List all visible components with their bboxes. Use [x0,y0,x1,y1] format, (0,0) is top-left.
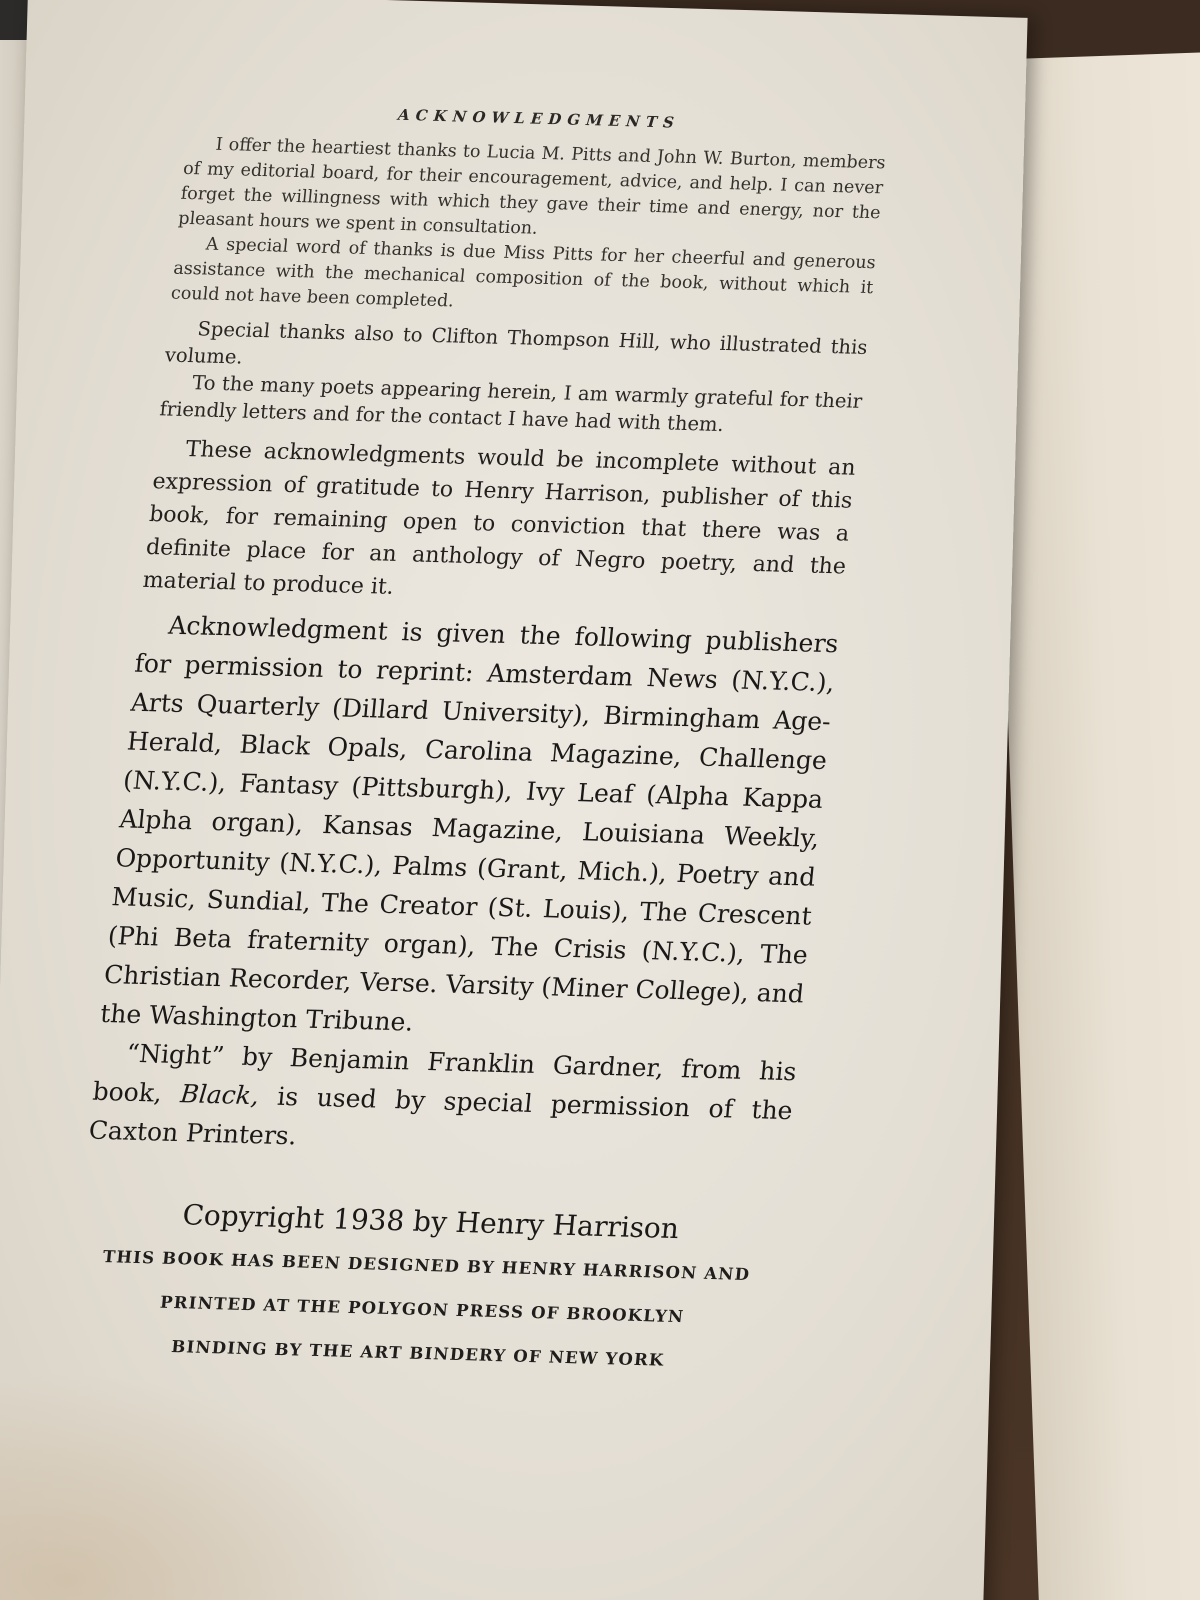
page-text [65,100,889,1392]
paragraph-pitts-thanks: A special word of thanks is due Miss Pitts for her cheerful and generous assistance with the mechanical composition of the book, without which it could not have been completed. [170,234,877,312]
paragraph-publisher-thanks: These acknowledgments would be incomplete without an expression of gratitude to Henry Harrison, publisher of this book, for remaining open to conviction that there was a definite place for an anthology of Negro poetry, and the material to produce it. [141,437,857,600]
colophon [66,1240,777,1379]
page-stain [0,1369,409,1600]
colophon-line-2: PRINTED AT THE POLYGON PRESS OF BROOKLYN [159,1292,686,1327]
night-permission-start: “Night” by Benjamin Franklin Gardner, from his book, [91,1038,798,1108]
paragraph-poets-thanks: To the many poets appearing herein, I am warmly grateful for their friendly letters and for the contact I have had with them. [158,371,864,437]
paragraph-night-permission [87,1033,798,1169]
page-heading: ACKNOWLEDGMENTS [397,105,681,132]
colophon-line-1: THIS BOOK HAS BEEN DESIGNED BY HENRY HARRISON AND [102,1247,752,1285]
copyright-line: Copyright 1938 by Henry Harrison [181,1198,681,1246]
book-title-black: Black, [179,1079,261,1111]
paragraph-editorial-thanks: I offer the heartiest thanks to Lucia M. Pitts and John W. Burton, members of my editorial board, for their encouragement, advice, and help. I can never forget the willingness with which they gave their time and energy, nor the pleasant hours we spent in consultation. [177,134,887,239]
paragraph-reprint-permissions: Acknowledgment is given the following publishers for permission to reprint: Amsterdam News (N.Y.C.), Arts Quarterly (Dillard University), Birmingham Age-Herald, Black Opals, Carolina Magazine, Challenge (N.Y.C.), Fantasy (Pittsburgh), Ivy Leaf (Alpha Kappa Alpha organ), Kansas Magazine, Louisiana Weekly, Opportunity (N.Y.C.), Palms (Grant, Mich.), Poetry and Music, Sundial, The Creator (St. Louis), The Crescent (Phi Beta fraternity organ), The Crisis (N.Y.C.), The Christian Recorder, Verse. Varsity (Miner College), and the Washington Tribune. [99,610,840,1037]
colophon-line-3: BINDING BY THE ART BINDERY OF NEW YORK [170,1336,666,1370]
night-permission-end: is used by special permission of the Caxton Printers. [87,1081,794,1151]
paragraph-illustrator-thanks: Special thanks also to Clifton Thompson Hill, who illustrated this volume. [163,317,869,369]
